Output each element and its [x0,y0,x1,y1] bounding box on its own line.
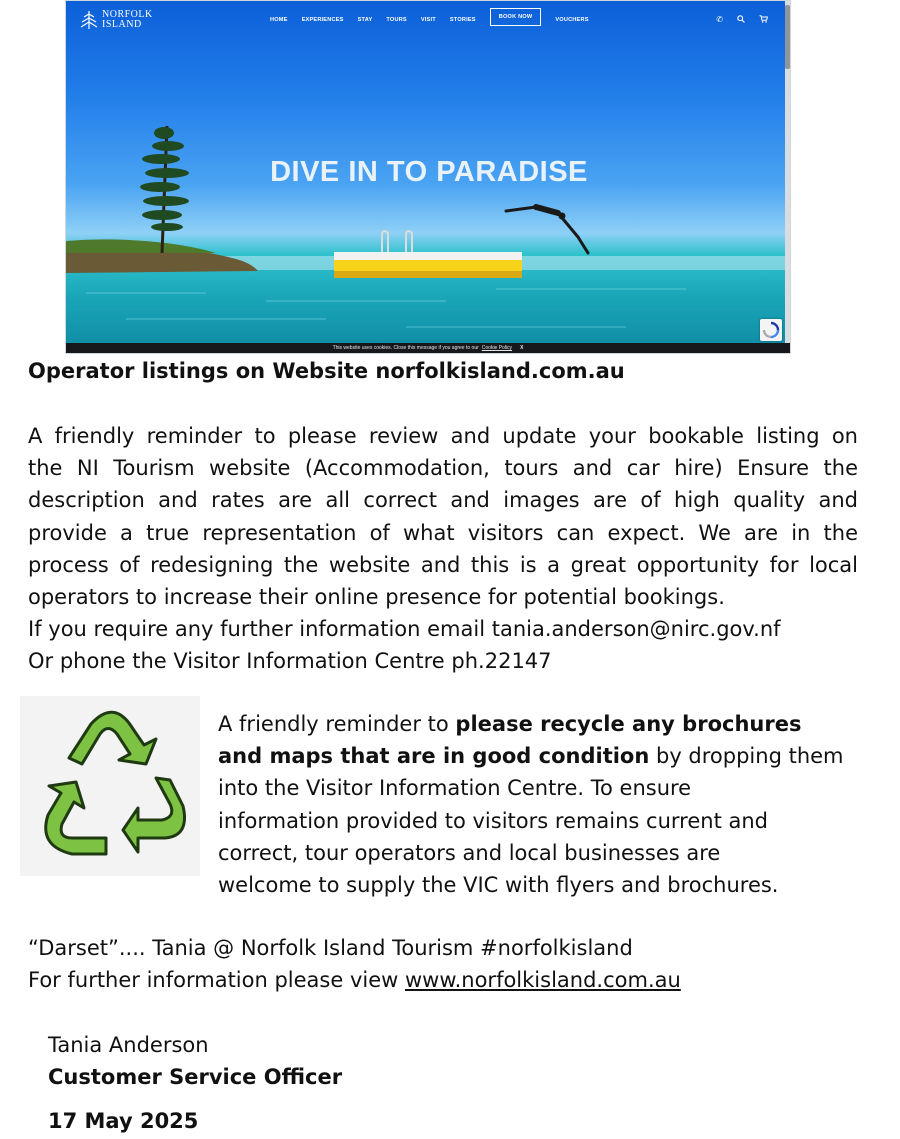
cart-icon[interactable] [759,15,768,25]
recycle-paragraph [218,708,844,901]
paragraph-line: operators to increase their online presence for potential bookings. [28,585,725,610]
recycle-line2-suffix: by dropping them [649,744,844,769]
signature-date: 17 May 2025 [48,1109,199,1133]
nav-home[interactable]: HOME [270,17,288,23]
site-logo[interactable] [80,10,153,30]
hero-title: DIVE IN TO PARADISE [270,156,588,188]
sign-off-prefix: For further information please view [28,968,405,993]
sign-off [28,932,681,996]
nav-icons [702,15,768,25]
nav-experiences[interactable]: EXPERIENCES [301,17,344,23]
paragraph-line: process of redesigning the website and this is a great opportunity for local [28,552,858,577]
recycle-line1-bold: please recycle any brochures [455,712,802,736]
cookie-close-button[interactable]: X [520,345,524,351]
nav-stories[interactable]: STORIES [449,17,476,23]
recycle-image [20,696,200,876]
scrollbar-thumb[interactable] [785,5,790,69]
paragraph-line: A friendly reminder to please review and update your bookable listing on [28,424,858,448]
recycle-line [218,740,844,772]
recaptcha-icon [760,319,782,341]
book-now-button[interactable]: BOOK NOW [490,8,542,26]
nav-visit[interactable]: VISIT [420,17,436,23]
cookie-policy-link[interactable]: Cookie Policy [481,345,513,351]
recycle-line: correct, tour operators and local businesses are [218,840,721,865]
recycle-line2-bold: and maps that are in good condition [218,744,650,769]
cookie-bar [66,343,790,353]
recycle-line: into the Visitor Information Centre. To ensure [218,776,692,801]
signature-name: Tania Anderson [48,1033,209,1057]
recycle-line: welcome to supply the VIC with flyers and brochures. [218,873,779,898]
paragraph-line: the NI Tourism website (Accommodation, tours and car hire) Ensure the [28,456,858,481]
pine-logo-icon [80,10,98,30]
logo-line-2: ISLAND [102,19,142,30]
recycle-line1-prefix: A friendly reminder to [218,712,456,736]
paragraph-line: provide a true representation of what visitors can expect. We are in the [28,520,858,545]
phone-line: Or phone the Visitor Information Centre ph.22147 [28,649,552,674]
nav-stay[interactable]: STAY [357,17,373,23]
operator-paragraph [28,420,858,678]
email-line: If you require any further information email tania.anderson@nirc.gov.nf [28,617,781,642]
paragraph-line: description and rates are all correct and images are of high quality and [28,488,858,513]
signature-title: Customer Service Officer [48,1065,343,1089]
nav-vouchers[interactable]: VOUCHERS [555,17,589,23]
logo-line-1: NORFOLK [102,9,153,20]
site-navbar [66,1,790,43]
website-link[interactable]: www.norfolkisland.com.au [405,968,681,993]
website-screenshot [65,0,791,354]
recycle-line: information provided to visitors remains current and [218,808,768,833]
nav-links [270,14,603,26]
nav-tours[interactable]: TOURS [386,17,407,23]
recycle-line [218,708,844,740]
sign-off-line: “Darset”.... Tania @ Norfolk Island Tourism #norfolkisland [28,936,633,960]
recaptcha-badge[interactable] [760,319,782,341]
recycle-icon [20,696,200,876]
phone-icon[interactable]: ✆ [716,15,723,24]
search-icon[interactable] [737,15,745,25]
sign-off-line [28,964,681,996]
cookie-text: This website uses cookies. Close this message if you agree to our [332,345,479,351]
section-heading: Operator listings on Website norfolkisland.com.au [28,359,625,383]
